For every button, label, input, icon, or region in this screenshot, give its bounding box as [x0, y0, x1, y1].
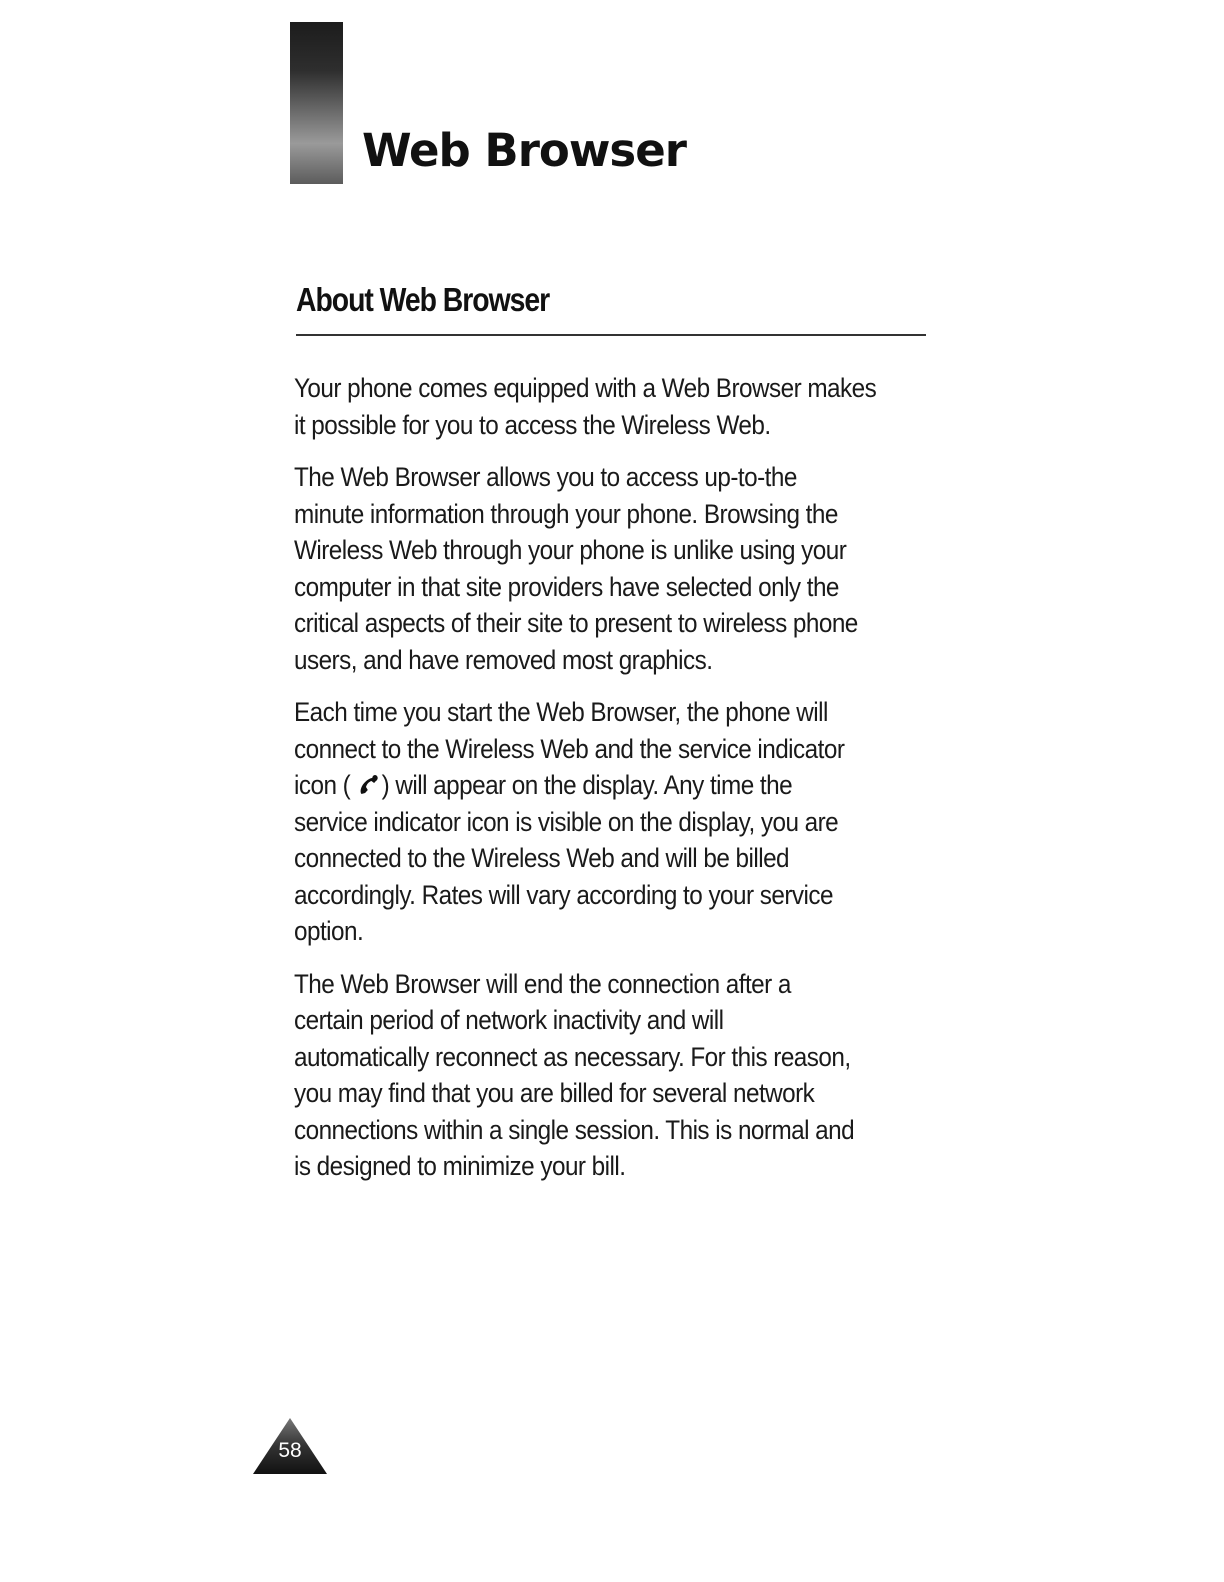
paragraph-4 [294, 966, 934, 1185]
paragraph-line: minute information through your phone. Browsing the [294, 498, 838, 529]
paragraph-line: connected to the Wireless Web and will be billed [294, 843, 790, 873]
paragraph-line: accordingly. Rates will vary according to your service [294, 879, 833, 910]
paragraph-line: you may find that you are billed for several network [294, 1078, 815, 1108]
phone-handset-icon [358, 773, 380, 797]
paragraph-line: connect to the Wireless Web and the service indicator [294, 733, 845, 764]
chapter-title: Web Browser [362, 124, 686, 177]
paragraph-line: automatically reconnect as necessary. For this reason, [294, 1041, 851, 1072]
paragraph-line: Each time you start the Web Browser, the phone will [294, 697, 828, 727]
paragraph-line: Your phone comes equipped with a Web Browser makes [294, 373, 877, 403]
paragraph-line: The Web Browser will end the connection after a [294, 968, 791, 999]
paragraph-line: it possible for you to access the Wireless Web. [294, 409, 771, 440]
paragraph-line: critical aspects of their site to present to wireless phone [294, 608, 858, 638]
paragraph-1 [294, 370, 934, 443]
paragraph-line: is designed to minimize your bill. [294, 1151, 626, 1181]
paragraph-line: connections within a single session. This is normal and [294, 1114, 855, 1145]
paragraph-line: The Web Browser allows you to access up-to-the [294, 462, 797, 492]
paragraph-line: users, and have removed most graphics. [294, 644, 713, 675]
paragraph-line [294, 767, 792, 804]
paragraph-line: Wireless Web through your phone is unlike using your [294, 535, 847, 565]
paragraph-2 [294, 459, 934, 678]
chapter-tab-bar [290, 22, 343, 184]
icon-text-before: icon ( [294, 770, 351, 800]
section-title: About Web Browser [296, 281, 550, 318]
paragraph-3 [294, 694, 934, 950]
page-number: 58 [278, 1439, 302, 1462]
paragraph-line: computer in that site providers have selected only the [294, 571, 839, 602]
paragraph-line: option. [294, 916, 364, 946]
icon-text-after: ) will appear on the display. Any time the [381, 770, 793, 800]
body-text [294, 370, 934, 1185]
paragraph-line: certain period of network inactivity and will [294, 1005, 724, 1035]
paragraph-line: service indicator icon is visible on the display, you are [294, 806, 839, 837]
section-divider [296, 334, 926, 336]
